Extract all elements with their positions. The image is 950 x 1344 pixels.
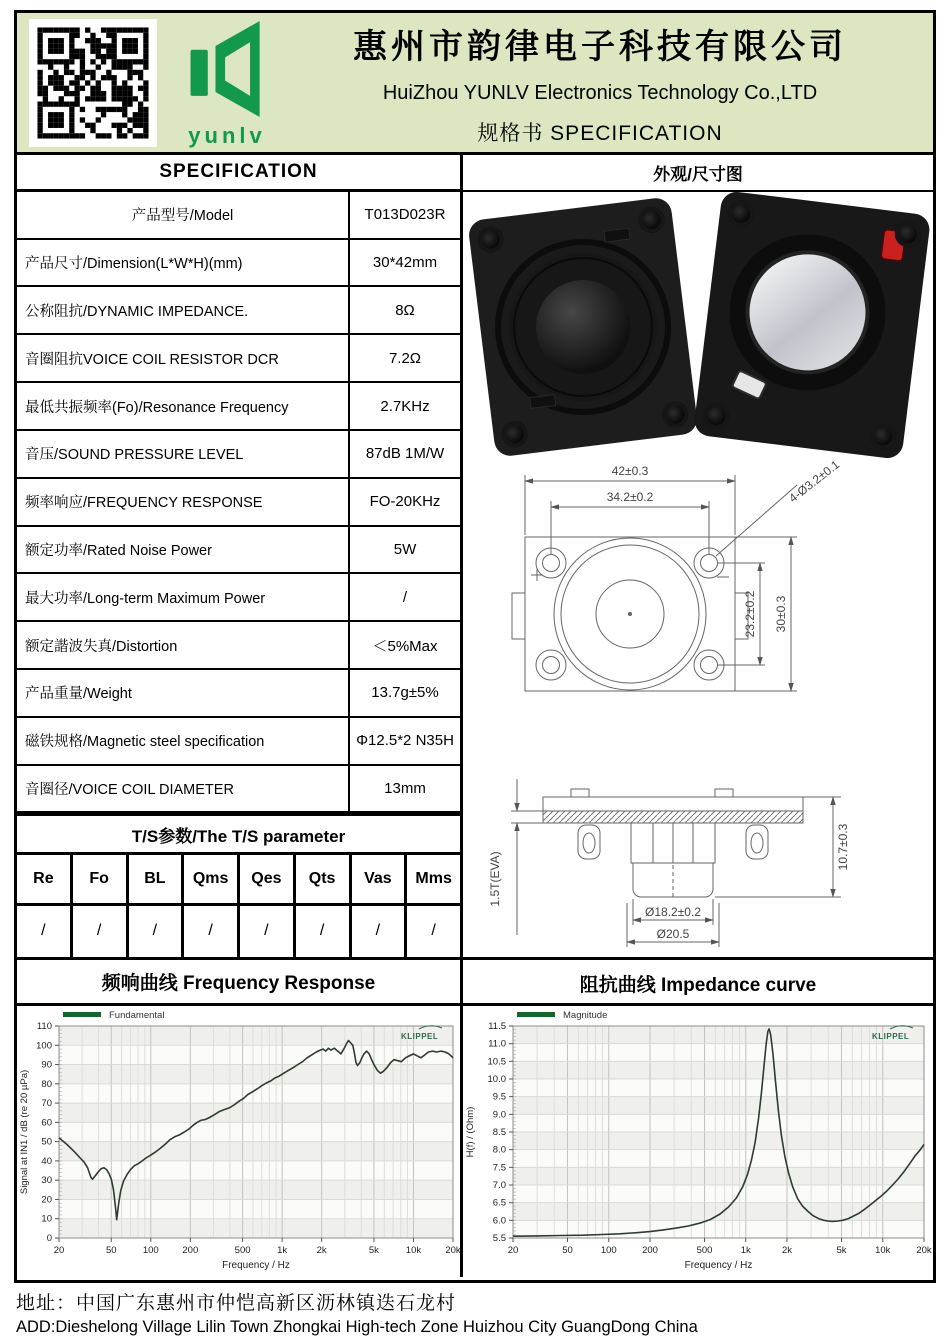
product-photo-back <box>693 190 931 460</box>
dim-height-label: 30±0.3 <box>774 595 788 633</box>
dim-outer-label: Ø20.5 <box>656 927 690 941</box>
svg-text:Frequency / Hz: Frequency / Hz <box>222 1260 290 1271</box>
frequency-response-panel <box>17 960 463 1277</box>
svg-text:2k: 2k <box>316 1245 327 1256</box>
spec-value: 2.7KHz <box>348 383 460 429</box>
svg-text:Fundamental: Fundamental <box>109 1010 165 1021</box>
spec-value: 5W <box>348 527 460 573</box>
svg-text:2k: 2k <box>781 1245 793 1256</box>
svg-text:1k: 1k <box>277 1245 288 1256</box>
dim-inner-height-label: 23.2±0.2 <box>743 590 757 638</box>
spec-label: 磁铁规格/Magnetic steel specification <box>25 734 265 751</box>
spec-label: 音压/SOUND PRESSURE LEVEL <box>25 447 244 464</box>
klippel-logo: KLIPPEL <box>401 1032 439 1041</box>
frequency-response-body <box>17 1006 460 1277</box>
spec-label: 频率响应/FREQUENCY RESPONSE <box>25 495 263 512</box>
svg-text:6.0: 6.0 <box>492 1215 506 1227</box>
dimension-drawing-side <box>483 767 913 957</box>
svg-text:Magnitude: Magnitude <box>563 1010 608 1021</box>
svg-text:7.5: 7.5 <box>492 1162 506 1174</box>
spec-row-impedance <box>17 287 460 335</box>
svg-text:100: 100 <box>142 1245 159 1256</box>
spec-row-rated-power <box>17 527 460 575</box>
svg-text:100: 100 <box>36 1040 52 1052</box>
svg-text:40: 40 <box>41 1155 52 1167</box>
klippel-logo: KLIPPEL <box>872 1032 910 1041</box>
company-logo <box>157 17 297 149</box>
spec-label: 音圈径/VOICE COIL DIAMETER <box>25 782 234 799</box>
impedance-curve-title: 阻抗曲线 Impedance curve <box>463 960 933 1006</box>
drawing-panel-title: 外观/尺寸图 <box>463 155 933 192</box>
dim-width-label: 42±0.3 <box>611 464 649 478</box>
spec-row-dcr <box>17 335 460 383</box>
address-en: ADD:Dieshelong Village Lilin Town Zhongkai High-tech Zone Huizhou City GuangDong China <box>16 1318 698 1336</box>
svg-text:11.0: 11.0 <box>488 1038 506 1050</box>
ts-value: / <box>240 906 296 957</box>
ts-value: / <box>184 906 240 957</box>
svg-text:80: 80 <box>41 1078 52 1090</box>
document-title: 规格书 SPECIFICATION <box>477 121 723 145</box>
spec-row-resonance <box>17 383 460 431</box>
spec-row-dimension <box>17 240 460 288</box>
spec-value: 30*42mm <box>348 240 460 286</box>
svg-text:8.5: 8.5 <box>492 1127 506 1138</box>
footer <box>16 1288 936 1337</box>
svg-text:10: 10 <box>41 1213 52 1225</box>
spec-value: 7.2Ω <box>348 335 460 381</box>
svg-text:20k: 20k <box>916 1245 932 1256</box>
ts-parameter-title: T/S参数/The T/S parameter <box>17 813 460 855</box>
spec-value: ＜5%Max <box>348 622 460 668</box>
svg-text:6.5: 6.5 <box>492 1197 506 1209</box>
terminal-tab <box>603 228 630 243</box>
svg-text:5k: 5k <box>368 1245 379 1256</box>
svg-text:110: 110 <box>36 1021 52 1032</box>
dim-magnet-label: Ø18.2±0.2 <box>645 905 701 919</box>
svg-text:10k: 10k <box>405 1245 422 1256</box>
svg-text:7.0: 7.0 <box>492 1180 506 1191</box>
ts-header: Re <box>17 855 73 903</box>
specification-column <box>17 155 463 957</box>
screw-hole <box>661 400 690 429</box>
frequency-response-chart <box>17 1006 460 1272</box>
spec-label: 额定諧波失真/Distortion <box>25 638 178 655</box>
spec-value: 87dB 1M/W <box>348 431 460 477</box>
dimension-drawing-front <box>477 455 917 707</box>
svg-text:50: 50 <box>562 1245 573 1256</box>
svg-text:10k: 10k <box>875 1245 891 1256</box>
product-photo-front <box>467 196 698 457</box>
svg-text:9.0: 9.0 <box>492 1109 506 1121</box>
svg-text:5.5: 5.5 <box>492 1233 506 1244</box>
company-name-en: HuiZhou YUNLV Electronics Technology Co.,LTD <box>382 81 818 104</box>
speaker-logo-icon <box>179 17 275 121</box>
svg-text:8.0: 8.0 <box>492 1144 506 1156</box>
svg-text:11.5: 11.5 <box>488 1021 506 1032</box>
svg-text:50: 50 <box>105 1245 117 1256</box>
spec-label: 公称阻抗/DYNAMIC IMPEDANCE. <box>25 303 249 320</box>
charts-section <box>17 960 933 1277</box>
spec-row-model <box>17 192 460 240</box>
spec-label: 产品型号/Model <box>131 208 234 225</box>
ts-value: / <box>431 922 436 940</box>
dim-eva-label: 1.5T(EVA) <box>488 851 502 907</box>
spec-value: 8Ω <box>348 287 460 333</box>
svg-text:50: 50 <box>41 1136 52 1148</box>
spec-row-spl <box>17 431 460 479</box>
svg-text:1k: 1k <box>740 1245 751 1256</box>
spec-value: 13.7g±5% <box>348 670 460 716</box>
qr-code <box>29 19 157 147</box>
ts-header: Vas <box>352 855 408 903</box>
svg-text:500: 500 <box>696 1245 713 1256</box>
ts-value: / <box>296 906 352 957</box>
header-titles <box>297 19 933 147</box>
header <box>17 13 933 155</box>
svg-text:20: 20 <box>53 1245 65 1256</box>
svg-text:0: 0 <box>46 1233 52 1244</box>
spec-row-weight <box>17 670 460 718</box>
spec-row-magnet <box>17 718 460 766</box>
ts-header: Mms <box>415 870 452 888</box>
ts-header: Qms <box>184 855 240 903</box>
svg-text:20: 20 <box>507 1245 519 1256</box>
svg-text:20k: 20k <box>445 1245 460 1256</box>
svg-text:10.5: 10.5 <box>487 1056 506 1068</box>
svg-text:100: 100 <box>600 1245 617 1256</box>
ts-value: / <box>129 906 185 957</box>
svg-text:200: 200 <box>182 1245 199 1256</box>
spec-value: 13mm <box>348 766 460 812</box>
spec-value: FO-20KHz <box>348 479 460 525</box>
svg-text:30: 30 <box>41 1175 52 1187</box>
main-section <box>17 155 933 960</box>
ts-value: / <box>352 906 408 957</box>
svg-text:70: 70 <box>41 1098 52 1110</box>
impedance-curve-chart <box>463 1006 933 1272</box>
svg-text:Signal at IN1 / dB (re 20 µPa): Signal at IN1 / dB (re 20 µPa) <box>19 1069 30 1195</box>
ts-value-row <box>17 906 460 957</box>
svg-text:60: 60 <box>41 1117 52 1129</box>
svg-text:500: 500 <box>234 1245 251 1256</box>
ts-header: BL <box>129 855 185 903</box>
spec-label: 产品重量/Weight <box>25 686 132 703</box>
spec-row-coil-diameter <box>17 766 460 814</box>
spec-label: 音圈阻抗VOICE COIL RESISTOR DCR <box>25 351 279 368</box>
ts-header: Qes <box>240 855 296 903</box>
ts-value: / <box>73 906 129 957</box>
spec-value: Φ12.5*2 N35H <box>348 718 460 764</box>
svg-text:Frequency / Hz: Frequency / Hz <box>684 1260 753 1271</box>
spec-row-freq-response <box>17 479 460 527</box>
screw-hole <box>637 205 666 234</box>
logo-wordmark: yunlv <box>188 122 266 148</box>
spec-sheet <box>14 10 936 1283</box>
product-photos <box>463 194 933 452</box>
ts-header: Qts <box>296 855 352 903</box>
spec-row-distortion <box>17 622 460 670</box>
ts-value: / <box>17 906 73 957</box>
impedance-curve-body <box>463 1006 933 1277</box>
spec-label: 产品尺寸/Dimension(L*W*H)(mm) <box>25 256 243 273</box>
spec-label: 最低共振频率(Fo)/Resonance Frequency <box>25 399 289 416</box>
screw-hole <box>500 420 529 449</box>
svg-text:10.0: 10.0 <box>487 1074 506 1085</box>
spec-label: 额定功率/Rated Noise Power <box>25 542 212 559</box>
screw-hole <box>702 402 731 431</box>
screw-hole <box>476 225 505 254</box>
spec-table-title: SPECIFICATION <box>17 155 460 192</box>
spec-value: T013D023R <box>348 192 460 238</box>
svg-text:20: 20 <box>41 1194 52 1206</box>
drawing-column <box>463 155 933 957</box>
dim-holes-label: 4-Ø3.2±0.1 <box>786 457 843 506</box>
spec-value: / <box>348 574 460 620</box>
dim-side-height-label: 10.7±0.3 <box>836 823 850 871</box>
ts-header: Fo <box>73 855 129 903</box>
dim-inner-width-label: 34.2±0.2 <box>606 490 654 504</box>
impedance-curve-panel <box>463 960 933 1277</box>
svg-text:H(f) / (Ohm): H(f) / (Ohm) <box>465 1106 476 1158</box>
svg-text:200: 200 <box>642 1245 658 1256</box>
svg-text:9.5: 9.5 <box>492 1091 506 1103</box>
screw-hole <box>727 199 756 228</box>
company-name-cn: 惠州市韵律电子科技有限公司 <box>353 27 847 66</box>
screw-hole <box>868 422 897 451</box>
spec-label: 最大功率/Long-term Maximum Power <box>25 590 266 607</box>
svg-text:90: 90 <box>41 1059 52 1071</box>
ts-header-row <box>17 855 460 906</box>
terminal-solder-lug <box>733 372 765 398</box>
address-cn: 地址：中国广东惠州市仲恺高新区沥林镇迭石龙村 <box>16 1293 457 1314</box>
svg-text:5k: 5k <box>836 1245 847 1256</box>
spec-row-max-power <box>17 574 460 622</box>
frequency-response-title: 频响曲线 Frequency Response <box>17 960 460 1006</box>
